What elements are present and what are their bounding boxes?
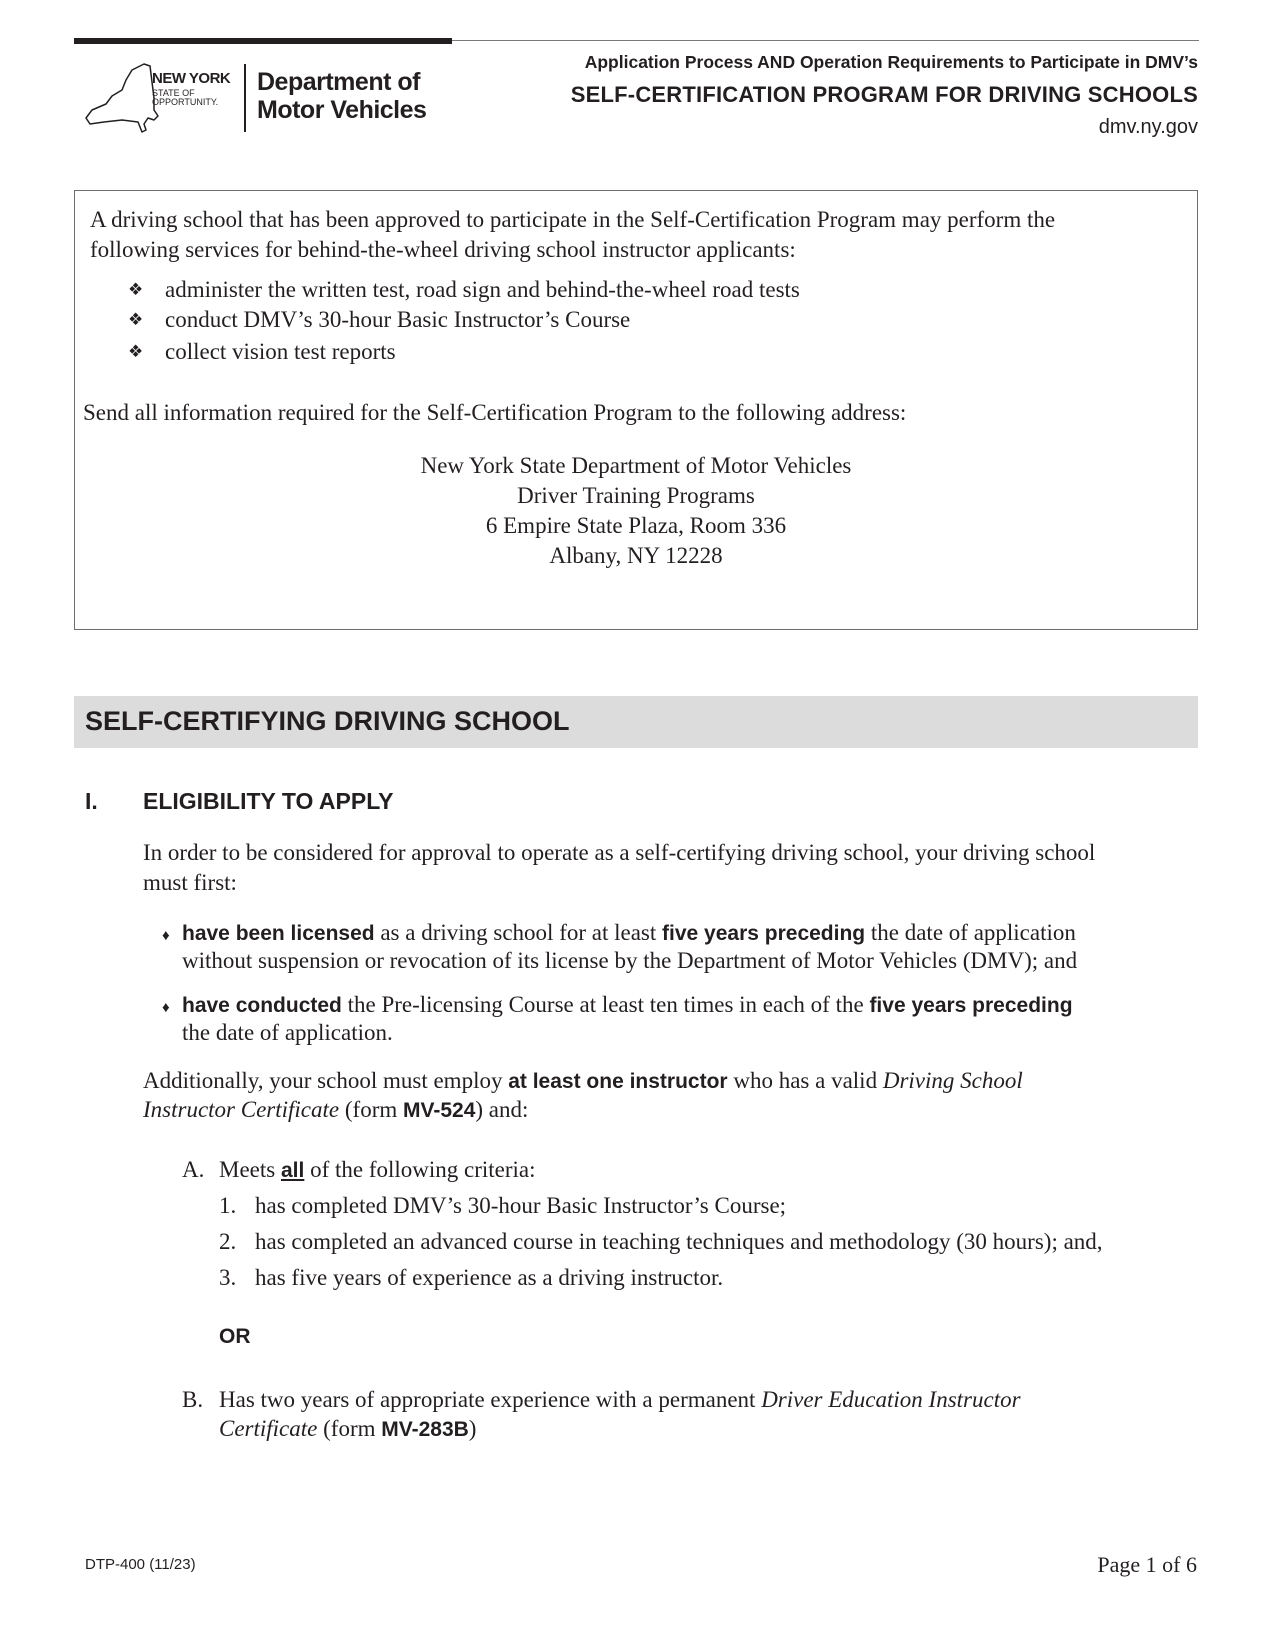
option-b-label: B. (182, 1387, 204, 1412)
requirement-2-line-1: have conducted the Pre-licensing Course at least ten times in each of the five years preceding (182, 992, 1073, 1017)
state-tagline (152, 89, 218, 107)
state-tagline-1: STATE OF (152, 88, 195, 98)
state-name: NEW YORK (152, 70, 231, 87)
criteria-item: has five years of experience as a driving instructor. (255, 1265, 724, 1290)
bullet-icon: ♦ (162, 928, 170, 944)
ny-state-map-icon (82, 60, 162, 134)
additionally-line-2: Instructor Certificate (form MV-524) and: (143, 1097, 529, 1122)
criteria-number: 2. (219, 1229, 237, 1254)
diamond-bullet-icon: ❖ (128, 310, 144, 329)
criteria-item: has completed an advanced course in teaching techniques and methodology (30 hours); and, (255, 1229, 1103, 1254)
state-tagline-2: OPPORTUNITY. (152, 97, 219, 107)
requirement-1-line-1: have been licensed as a driving school for at least five years preceding the date of application (182, 920, 1076, 945)
intro-paragraph-line-1: A driving school that has been approved to participate in the Self-Certification Program may perform the (90, 207, 1056, 232)
intro-paragraph-line-2: following services for behind-the-wheel driving school instructor applicants: (90, 237, 796, 262)
send-instruction: Send all information required for the Self-Certification Program to the following address: (83, 400, 907, 425)
eligibility-lead-line-2: must first: (143, 870, 237, 895)
header-url[interactable]: dmv.ny.gov (1098, 116, 1198, 138)
header-rule-thin (452, 40, 1199, 41)
address-line: Albany, NY 12228 (549, 543, 723, 568)
header-title: SELF-CERTIFICATION PROGRAM FOR DRIVING SCHOOLS (570, 82, 1198, 107)
option-a-label: A. (182, 1157, 205, 1182)
address-line: New York State Department of Motor Vehicles (420, 453, 852, 478)
service-item: conduct DMV’s 30-hour Basic Instructor’s Course (165, 307, 631, 332)
eligibility-lead-line-1: In order to be considered for approval to operate as a self-certifying driving school, your driving school (143, 840, 1096, 865)
or-separator: OR (219, 1325, 251, 1348)
additionally-line-1: Additionally, your school must employ at least one instructor who has a valid Driving School (143, 1068, 1023, 1093)
section-band-title: SELF-CERTIFYING DRIVING SCHOOL (85, 706, 570, 736)
diamond-bullet-icon: ❖ (128, 280, 144, 299)
address-line: Driver Training Programs (517, 483, 755, 508)
diamond-bullet-icon: ❖ (128, 342, 144, 361)
criteria-number: 1. (219, 1193, 237, 1218)
section-number: I. (85, 788, 98, 814)
page-number: Page 1 of 6 (1097, 1552, 1197, 1577)
option-b-line-2: Certificate (form MV-283B) (219, 1416, 477, 1441)
form-id: DTP-400 (11/23) (85, 1556, 196, 1573)
bullet-icon: ♦ (162, 1000, 170, 1016)
criteria-item: has completed DMV’s 30-hour Basic Instructor’s Course; (255, 1193, 787, 1218)
section-title: ELIGIBILITY TO APPLY (143, 788, 394, 814)
header-rule-thick (74, 38, 452, 44)
option-b-line-1: Has two years of appropriate experience with a permanent Driver Education Instructor (219, 1387, 1021, 1412)
logo-divider (244, 64, 246, 132)
address-line: 6 Empire State Plaza, Room 336 (485, 513, 787, 538)
service-item: collect vision test reports (165, 339, 396, 364)
dept-name-line-1: Department of (257, 68, 420, 96)
header-subtitle: Application Process AND Operation Requirements to Participate in DMV’s (584, 52, 1198, 72)
dept-name (257, 68, 426, 124)
dept-name-line-2: Motor Vehicles (257, 96, 427, 124)
option-a-text: Meets all of the following criteria: (219, 1157, 536, 1182)
requirement-2-line-2: the date of application. (182, 1020, 393, 1045)
criteria-number: 3. (219, 1265, 237, 1290)
requirement-1-line-2: without suspension or revocation of its license by the Department of Motor Vehicles (DMV); and (182, 948, 1078, 973)
service-item: administer the written test, road sign and behind-the-wheel road tests (165, 277, 800, 302)
dmv-logo (82, 60, 442, 136)
